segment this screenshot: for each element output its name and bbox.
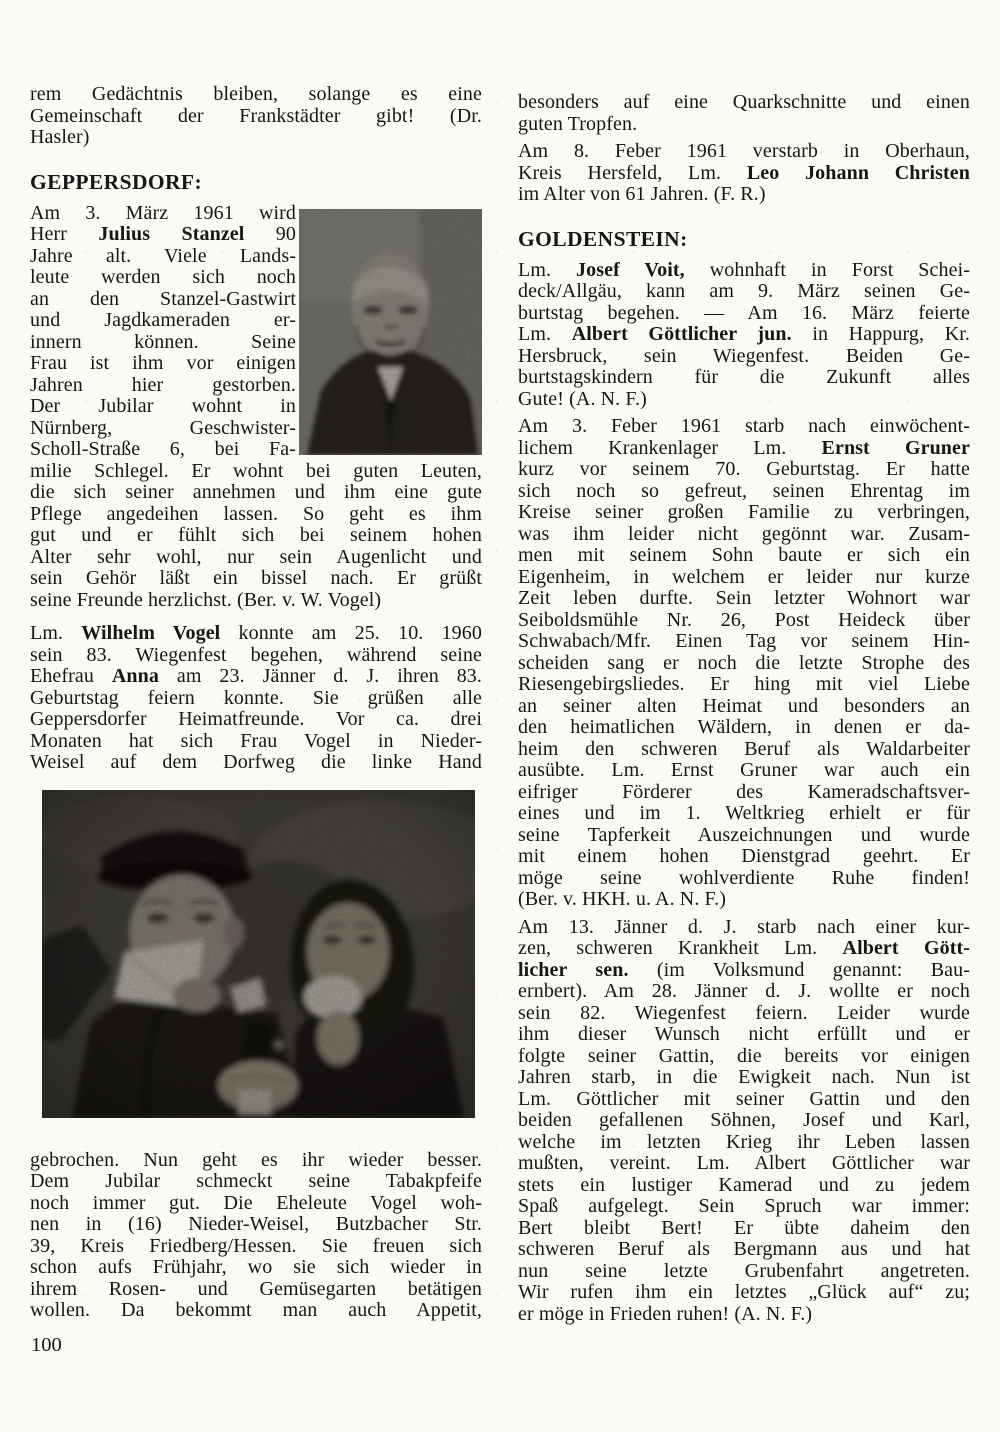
text-run: Schwabach/Mfr. Einen Tag vor seinem Hin- [518,631,970,652]
text-run: welche im letzten Krieg ihr Leben lassen [518,1131,970,1153]
text-run: Eigenheim, in welchem er leider nur kurze [518,566,970,588]
text-line [30,1193,482,1215]
text-run: (Ber. v. HKH. u. A. N. F.) [518,889,727,910]
text-run: Alter sehr wohl, nur sein Augenlicht und [30,546,482,568]
text-run: rem Gedächtnis bleiben, solange es eine [30,84,482,105]
text-line [30,482,482,504]
text-line [30,375,296,397]
paragraph [518,917,970,1326]
text-run: Bert bleibt Bert! Er übte daheim den [518,1217,970,1239]
text-run: guten Tropfen. [518,113,638,135]
text-run: Weisel auf dem Dorfweg die linke Hand [30,752,482,773]
text-run: 39, Kreis Friedberg/Hessen. Sie freuen sich [30,1235,482,1257]
text-run: Lm. [518,324,572,345]
text-line [30,1150,482,1172]
text-line [30,1171,482,1193]
text-run: Ehefrau [30,666,112,687]
text-line [30,1300,482,1322]
text-run: 90 [244,224,296,245]
text-line [518,1153,970,1175]
text-line [518,610,970,632]
text-line [518,760,970,782]
text-run: lichem Krankenlager Lm. [518,437,822,459]
text-line [518,782,970,804]
bold-text: Albert Gött- [842,938,970,959]
text-run: Riesengebirgsliedes. Er hing mit viel Liebe [518,674,970,695]
text-run: Dem Jubilar schmeckt seine Tabakpfeife [30,1171,482,1192]
text-line [518,163,970,185]
paragraph [518,92,970,135]
text-line [30,709,482,731]
text-run: er möge in Frieden ruhen! (A. N. F.) [518,1303,813,1325]
text-line [518,674,970,696]
text-line [518,184,970,206]
text-run: Am 3. März 1961 wird [30,202,296,224]
text-run: ihm dieser Wunsch nicht erfüllt und er [518,1024,970,1045]
text-run: nen in (16) Nieder-Weisel, Butzbacher Str. [30,1214,482,1235]
text-run: Geppersdorfer Heimatfreunde. Vor ca. drei [30,709,482,730]
text-run: Jahre alt. Viele Lands- [30,245,296,267]
text-line [30,332,296,354]
text-run: ihrem Rosen- und Gemüsegarten betätigen [30,1278,482,1300]
couple-photo-image [42,790,475,1118]
text-line [30,224,296,246]
text-line [518,717,970,739]
text-run: Herr [30,224,99,245]
paragraph [518,416,970,911]
text-line [518,631,970,653]
text-run: gut und er fühlt sich bei seinem hohen [30,525,482,546]
text-run: nun seine letzte Grubenfahrt angetreten. [518,1260,970,1282]
text-line [30,418,296,440]
text-line [518,1046,970,1068]
bold-text: Wilhelm Vogel [81,623,221,644]
text-run: sein Gehör läßt ein bissel nach. Er grüßt [30,568,482,589]
text-line [518,459,970,481]
text-line [518,739,970,761]
text-line [518,389,970,411]
text-run: Am 13. Jänner d. J. starb nach einer kur- [518,916,970,938]
text-run: zen, schweren Krankheit Lm. [518,938,843,959]
paragraph [30,1150,482,1322]
text-run: schon aufs Frühjahr, wo sie sich wieder in [30,1257,482,1278]
text-run: Kreis Hersfeld, Lm. [518,162,747,184]
text-run: Hasler) [30,127,90,148]
text-line [30,547,482,569]
text-run: Geburtstag feiern konnte. Sie grüßen alle [30,687,482,709]
text-line [30,203,296,225]
text-line [518,1132,970,1154]
text-run: beiden gefallenen Söhnen, Josef und Karl, [518,1110,970,1131]
text-run: Jahren starb, in die Ewigkeit nach. Nun ist [518,1067,970,1088]
text-run: noch immer gut. Die Eheleute Vogel woh- [30,1192,482,1214]
bold-text: licher sen. [518,959,629,981]
text-run: Gute! (A. N. F.) [518,388,647,410]
text-run: an den Stanzel-Gastwirt [30,288,296,310]
text-run: wollen. Da bekommt man auch Appetit, [30,1300,482,1321]
text-run: am 23. Jänner d. J. ihren 83. [158,666,482,687]
text-line [30,396,296,418]
text-run: eifriger Förderer des Kameradschaftsver- [518,781,970,803]
text-line [30,461,482,483]
text-line [30,666,482,688]
text-run: Jahren hier gestorben. [30,374,296,396]
paragraph [30,461,482,612]
text-run: Lm. [30,623,82,644]
text-run: milie Schlegel. Er wohnt bei guten Leuten, [30,460,482,482]
text-line [518,1024,970,1046]
text-line [518,1196,970,1218]
text-line [30,267,296,289]
text-run: Gemeinschaft der Frankstädter gibt! (Dr. [30,105,482,127]
text-line [30,752,482,774]
text-line [518,846,970,868]
couple-photo [42,790,475,1118]
bold-text: Leo Johann Christen [746,162,970,184]
text-run: men mit seinem Sohn baute er sich ein [518,545,970,566]
text-line [30,504,482,526]
portrait-photo-image [299,209,482,455]
text-run: Scholl-Straße 6, bei Fa- [30,439,296,460]
text-line [518,889,970,911]
text-line [30,525,482,547]
section-heading: GEPPERSDORF: [30,169,203,194]
text-line [518,1175,970,1197]
text-line [30,623,482,645]
text-line [518,653,970,675]
text-line [518,803,970,825]
text-line [518,1282,970,1304]
text-run: mit einem hohen Dienstgrad geehrt. Er [518,846,970,867]
text-line [518,588,970,610]
text-run: die sich seiner annehmen und ihm eine gute [30,482,482,503]
text-run: Zeit leben durfte. Sein letzter Wohnort war [518,588,970,609]
text-line [518,938,970,960]
text-run: ausübte. Lm. Ernst Gruner war auch ein [518,760,970,781]
text-run: möge seine wohlverdiente Ruhe finden! [518,867,970,889]
text-line [518,1261,970,1283]
text-line [30,289,296,311]
text-line [518,696,970,718]
text-line [518,868,970,890]
text-line [30,353,296,375]
text-run: stets ein lustiger Kamerad und zu jedem [518,1174,970,1196]
text-line [30,731,482,753]
text-run: Hersbruck, sein Wiegenfest. Beiden Ge- [518,345,970,367]
text-run: burtstagskindern für die Zukunft alles [518,367,970,388]
text-line [518,825,970,847]
paragraph [30,84,482,149]
text-run: Kreise seiner großen Familie zu verbringen, [518,502,970,523]
text-run: leute werden sich noch [30,267,296,288]
text-run: Seiboldsmühle Nr. 26, Post Heideck über [518,609,970,631]
text-line [518,438,970,460]
text-line [518,1089,970,1111]
text-line [30,590,482,612]
text-line [518,524,970,546]
text-line [30,127,482,149]
text-run: den heimatlichen Wäldern, in denen er da- [518,717,970,738]
text-run: gebrochen. Nun geht es ihr wieder besser. [30,1149,482,1171]
text-run: sein 83. Wiegenfest begehen, während seine [30,644,482,666]
text-line [30,688,482,710]
text-line [518,367,970,389]
text-run: mußten, vereint. Lm. Albert Göttlicher war [518,1153,970,1174]
text-run: sich noch so gefreut, seinen Ehrentag im [518,480,970,502]
text-run: besonders auf eine Quarkschnitte und einen [518,92,970,113]
text-line [30,246,296,268]
bold-text: Anna [111,666,159,687]
text-run: was ihm leider nicht gegönnt war. Zusam- [518,523,970,545]
text-line [518,281,970,303]
text-run: Nürnberg, Geschwister- [30,417,296,439]
text-line [30,106,482,128]
text-run: folgte seiner Gattin, die bereits vor einigen [518,1045,970,1067]
text-line [30,84,482,106]
text-line [518,567,970,589]
paragraph-with-photo [30,203,482,461]
text-line [518,92,970,114]
paragraph [518,141,970,206]
paragraph [30,203,296,461]
text-run: Pflege angedeihen lassen. So geht es ihm [30,503,482,525]
text-run: scheiden sang er noch die letzte Strophe des [518,652,970,674]
text-line [518,545,970,567]
text-line [30,645,482,667]
text-run: innern können. Seine [30,331,296,353]
text-run: eines und im 1. Weltkrieg erhielt er für [518,803,970,824]
text-run: seine Freunde herzlichst. (Ber. v. W. Vogel) [30,589,382,611]
text-line [518,502,970,524]
text-run: burtstag begehen. — Am 16. März feierte [518,302,970,324]
text-run: Monaten hat sich Frau Vogel in Nieder- [30,730,482,752]
text-line [30,439,296,461]
text-line [518,1067,970,1089]
text-line [518,1218,970,1240]
text-run: in Happurg, Kr. [791,324,970,345]
text-line [518,1304,970,1326]
text-line [518,346,970,368]
right-column [518,92,970,1325]
text-line [30,310,296,332]
text-run: sein 82. Wiegenfest feiern. Leider wurde [518,1002,970,1024]
text-line [518,141,970,163]
portrait-photo [299,209,482,455]
text-line [518,1239,970,1261]
text-run: schweren Beruf als Bergmann aus und hat [518,1239,970,1260]
bold-text: Ernst Gruner [821,437,970,459]
text-run: ernbert). Am 28. Jänner d. J. wollte er noch [518,981,970,1002]
text-run: (im Volksmund genannt: Bau- [628,959,970,981]
section-heading: GOLDENSTEIN: [518,226,688,251]
text-run: wohnhaft in Forst Schei- [684,259,970,281]
text-run: kurz vor seinem 70. Geburtstag. Er hatte [518,459,970,480]
text-run: seine Tapferkeit Auszeichnungen und wurde [518,824,970,846]
text-run: Wir rufen ihm ein letztes „Glück auf“ zu; [518,1282,970,1303]
text-run: Spaß aufgelegt. Sein Spruch war immer: [518,1196,970,1217]
text-line [518,1110,970,1132]
text-line [518,1003,970,1025]
text-line [518,917,970,939]
text-run: an seiner alten Heimat und besonders an [518,695,970,717]
text-line [518,114,970,136]
text-line [30,1214,482,1236]
text-run: im Alter von 61 Jahren. (F. R.) [518,184,766,205]
text-line [30,568,482,590]
text-run: Der Jubilar wohnt in [30,396,296,417]
text-line [518,481,970,503]
text-line [30,1257,482,1279]
text-run: heim den schweren Beruf als Waldarbeiter [518,738,970,760]
paragraph [518,260,970,411]
bold-text: Albert Göttlicher jun. [571,324,792,345]
text-run: Lm. Göttlicher mit seiner Gattin und den [518,1088,970,1110]
page-number: 100 [31,1334,62,1356]
text-run: Lm. [518,259,577,281]
text-run: Frau ist ihm vor einigen [30,353,296,374]
text-run: konnte am 25. 10. 1960 [220,623,482,644]
paragraph [30,623,482,774]
text-line [30,1236,482,1258]
text-run: Am 3. Feber 1961 starb nach einwöchent- [518,416,970,437]
text-line [518,960,970,982]
bold-text: Julius Stanzel [98,224,245,245]
text-line [518,416,970,438]
text-line [518,981,970,1003]
text-run: Am 8. Feber 1961 verstarb in Oberhaun, [518,141,970,162]
text-line [30,1279,482,1301]
text-run: und Jagdkameraden er- [30,310,296,331]
text-line [518,260,970,282]
text-run: deck/Allgäu, kann am 9. März seinen Ge- [518,281,970,302]
bold-text: Josef Voit, [576,259,685,281]
left-column [30,84,482,1322]
text-line [518,303,970,325]
text-line [518,324,970,346]
